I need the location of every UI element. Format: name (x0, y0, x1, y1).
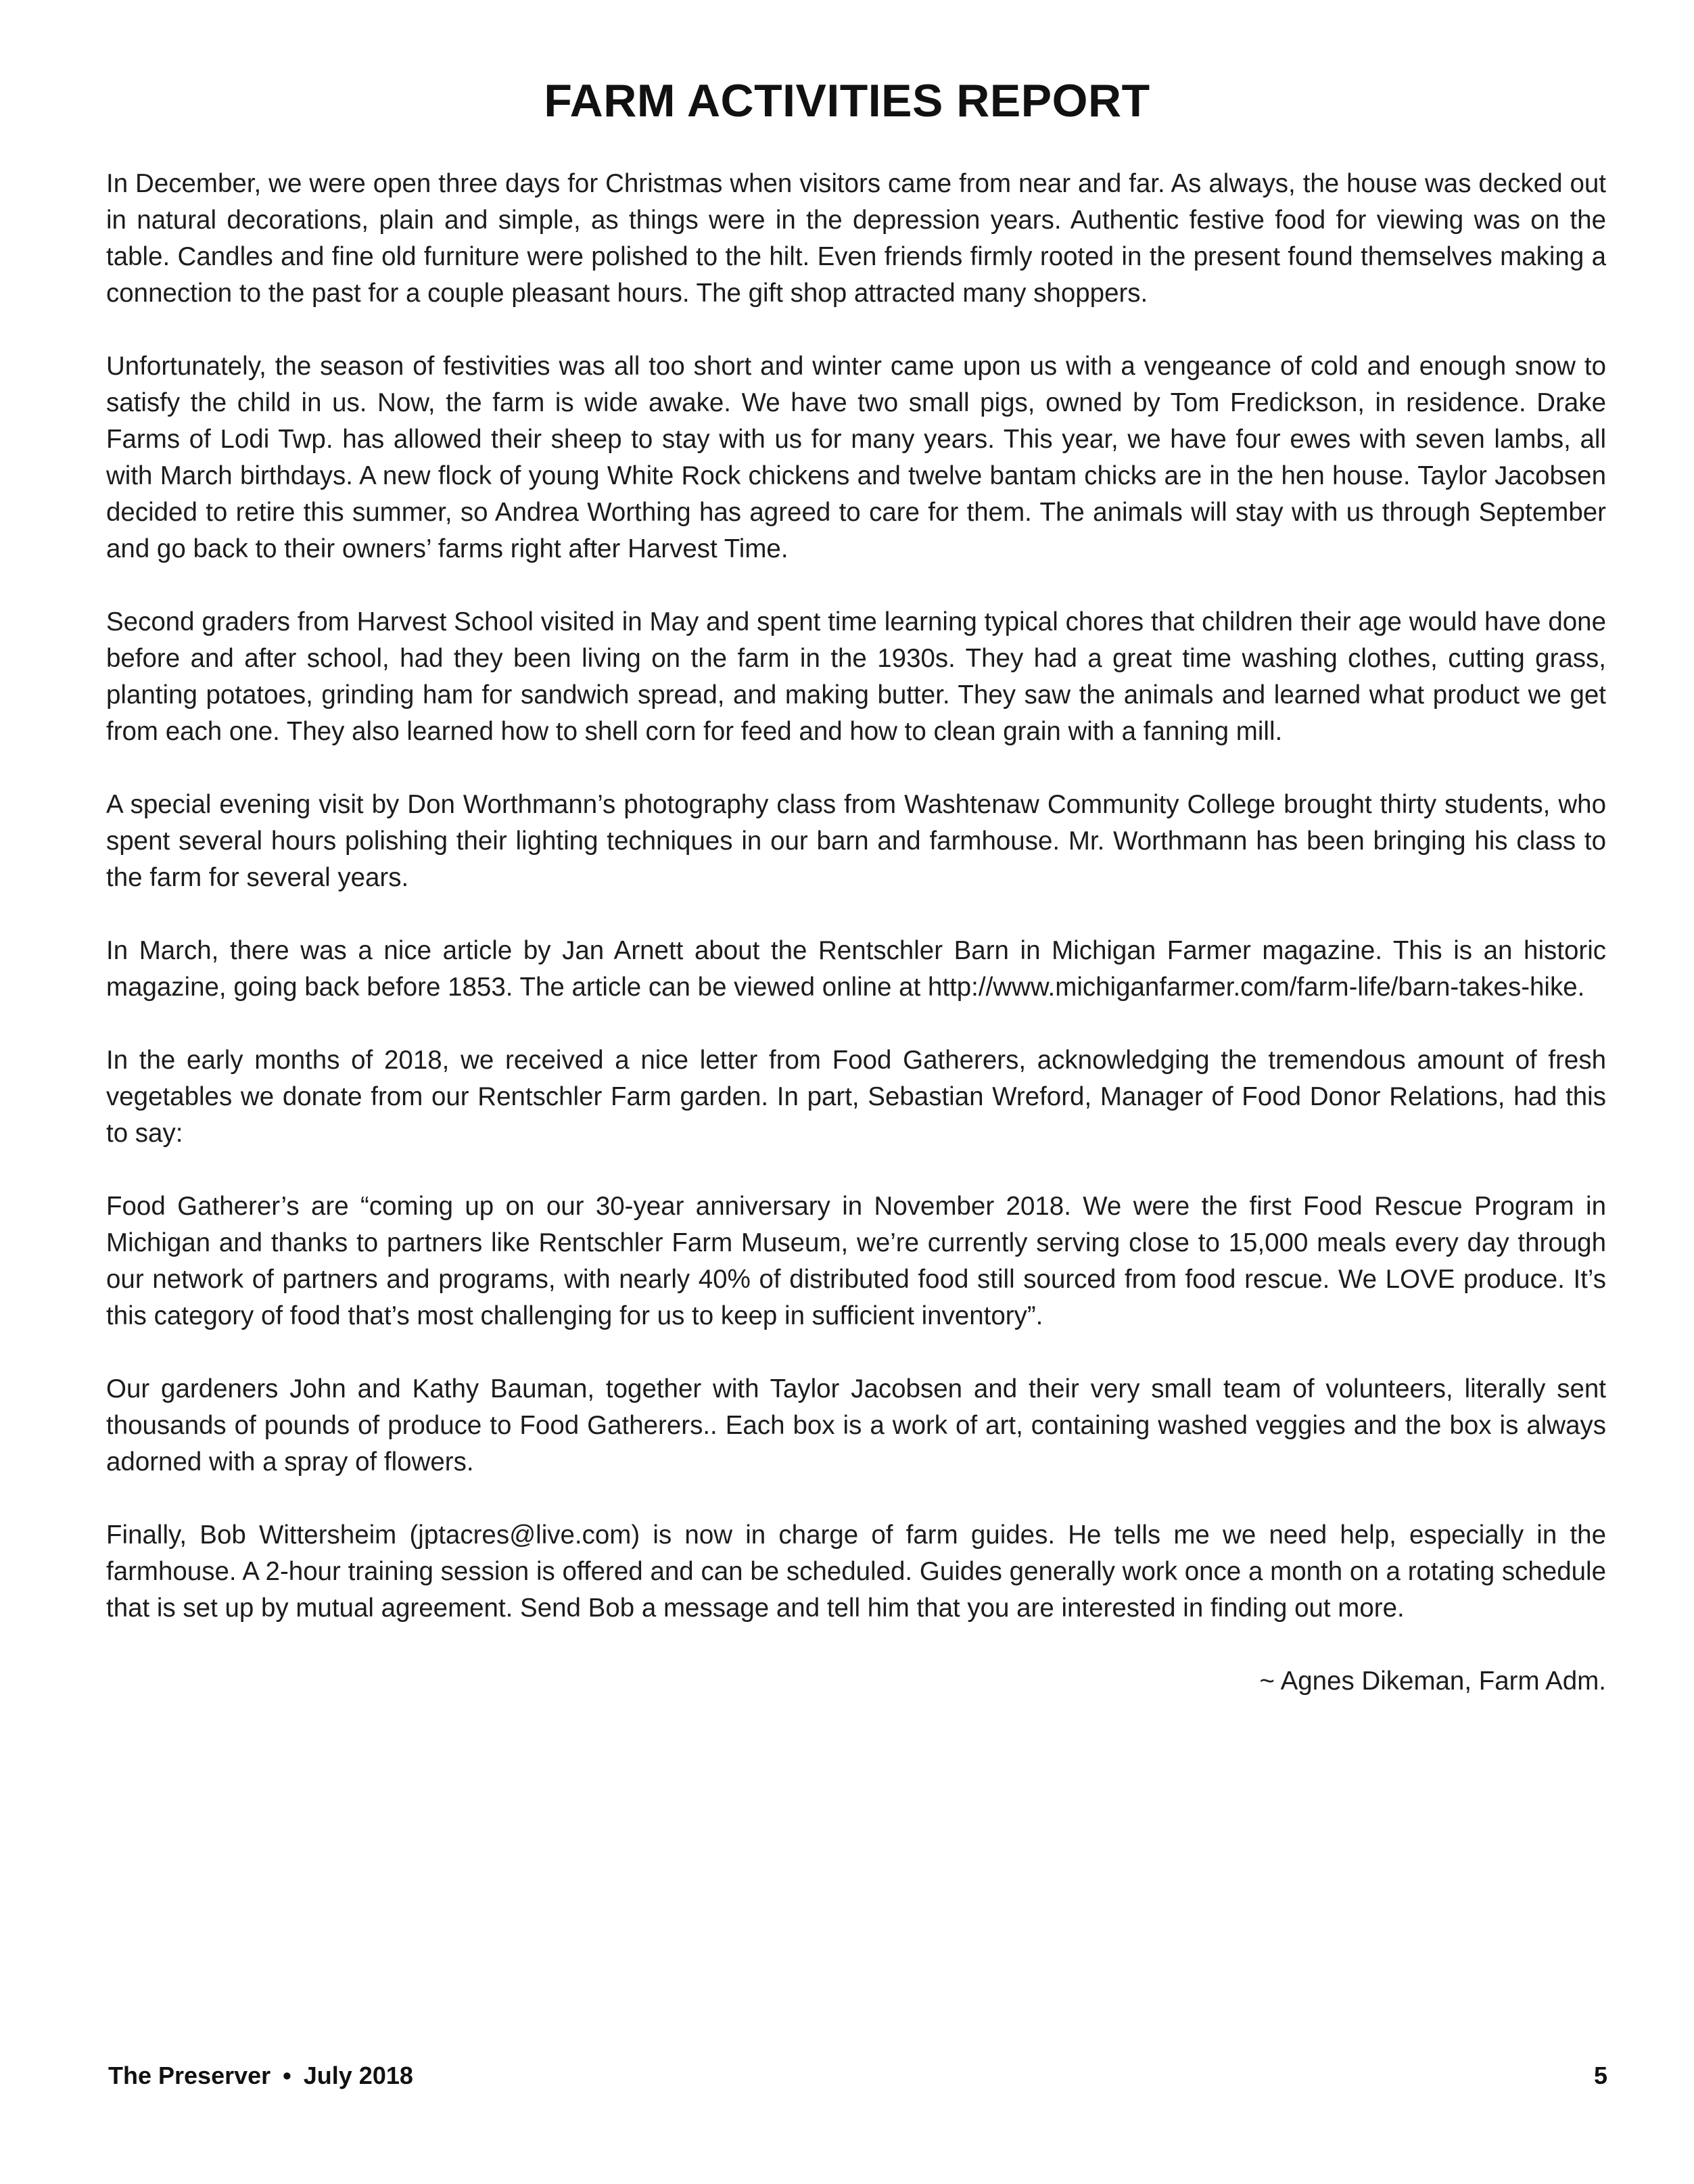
page-title: FARM ACTIVITIES REPORT (544, 75, 1150, 126)
paragraph-winter-animals: Unfortunately, the season of festivities was all too short and winter came upon us with a vengeance of cold and enough snow to satisfy the child in us. Now, the farm is wide awake. We have two small pigs, owned by Tom Fredickson, in residence. Drake Farms of Lodi Twp. has allowed their sheep to stay with us for many years. This year, we have four ewes with seven lambs, all with March birthdays. A new flock of young White Rock chickens and twelve bantam chicks are in the hen house. Taylor Jacobsen decided to retire this summer, so Andrea Worthing has agreed to care for them. The animals will stay with us through September and go back to their owners’ farms right after Harvest Time. (106, 352, 1606, 563)
footer-bullet: • (283, 2062, 291, 2089)
footer-date: July 2018 (303, 2062, 413, 2089)
author-signature: ~ Agnes Dikeman, Farm Adm. (1259, 1667, 1606, 1696)
paragraph-food-gatherers-quote: Food Gatherer’s are “coming up on our 30-year anniversary in November 2018. We were the first Food Rescue Program in Michigan and thanks to partners like Rentschler Farm Museum, we’re currently serving close to 15,000 meals every day through our network of partners and programs, with nearly 40% of distributed food still sourced from food rescue. We LOVE produce. It’s this category of food that’s most challenging for us to keep in sufficient inventory”. (106, 1192, 1606, 1330)
paragraph-food-gatherers-letter: In the early months of 2018, we received a nice letter from Food Gatherers, acknowledging the tremendous amount of fresh vegetables we donate from our Rentschler Farm garden. In part, Sebastian Wreford, Manager of Food Donor Relations, had this to say: (106, 1046, 1606, 1148)
page-number: 5 (1593, 2062, 1607, 2089)
paragraph-photography-class: A special evening visit by Don Worthmann’s photography class from Washtenaw Community College brought thirty students, who spent several hours polishing their lighting techniques in our barn and farmhouse. Mr. Worthmann has been bringing his class to the farm for several years. (106, 790, 1606, 892)
footer-publication (108, 2062, 413, 2090)
paragraph-michigan-farmer: In March, there was a nice article by Jan Arnett about the Rentschler Barn in Michigan Farmer magazine. This is an historic magazine, going back before 1853. The article can be viewed online at http://www.michiganfarmer.com/farm-life/barn-takes-hike. (106, 936, 1606, 1002)
paragraph-gardeners: Our gardeners John and Kathy Bauman, together with Taylor Jacobsen and their very small team of volunteers, literally sent thousands of pounds of produce to Food Gatherers.. Each box is a work of art, containing washed veggies and the box is always adorned with a spray of flowers. (106, 1374, 1606, 1477)
paragraph-farm-guides: Finally, Bob Wittersheim (jptacres@live.com) is now in charge of farm guides. He tells me we need help, especially in the farmhouse. A 2-hour training session is offered and can be scheduled. Guides generally work once a month on a rotating schedule that is set up by mutual agreement. Send Bob a message and tell him that you are interested in finding out more. (106, 1520, 1606, 1623)
paragraph-december: In December, we were open three days for Christmas when visitors came from near and far. As always, the house was decked out in natural decorations, plain and simple, as things were in the depression years. Authentic festive food for viewing was on the table. Candles and fine old furniture were polished to the hilt. Even friends firmly rooted in the present found themselves making a connection to the past for a couple pleasant hours. The gift shop attracted many shoppers. (106, 169, 1606, 308)
article-body (106, 166, 1606, 1700)
paragraph-second-graders: Second graders from Harvest School visited in May and spent time learning typical chores that children their age would have done before and after school, had they been living on the farm in the 1930s. They had a great time washing clothes, cutting grass, planting potatoes, grinding ham for sandwich spread, and making butter. They saw the animals and learned what product we get from each one. They also learned how to shell corn for feed and how to clean grain with a fanning mill. (106, 607, 1606, 746)
footer-publication-name: The Preserver (108, 2062, 271, 2089)
